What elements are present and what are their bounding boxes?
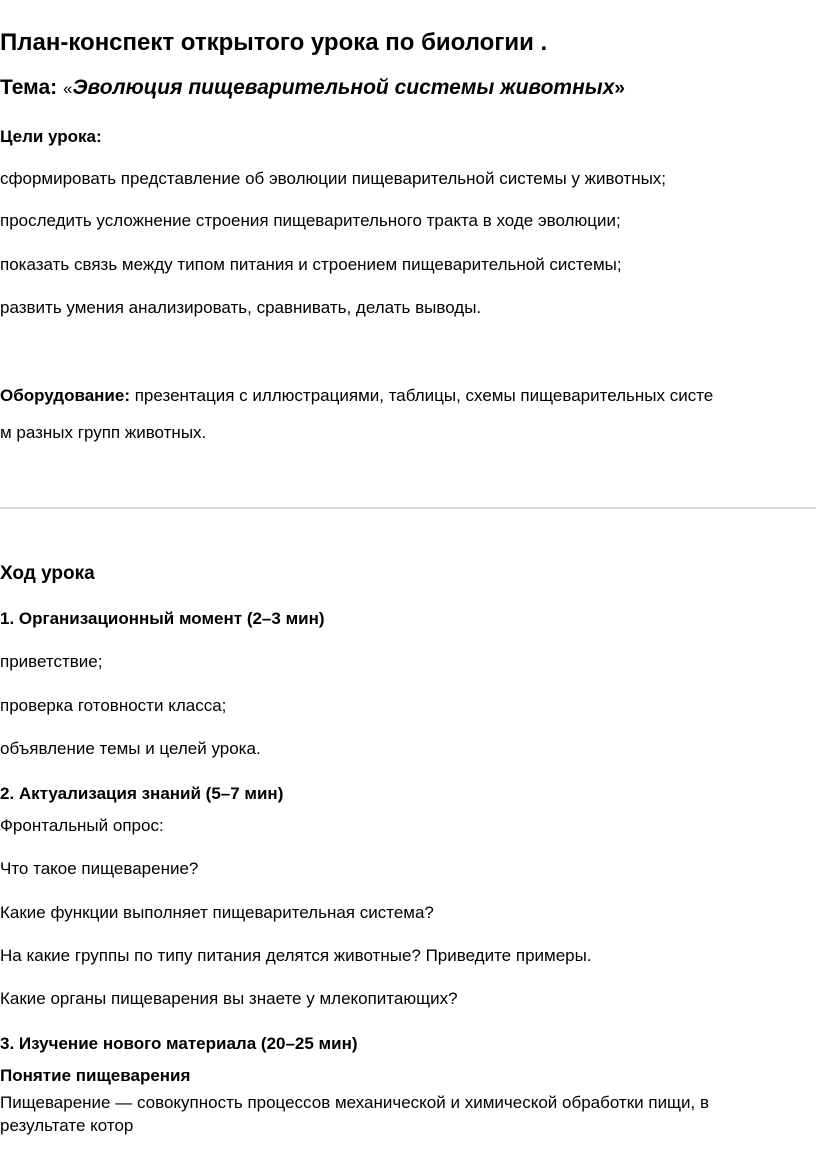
topic-label: Тема: bbox=[0, 76, 58, 99]
topic-line bbox=[0, 76, 625, 100]
section-divider bbox=[0, 507, 816, 509]
topic-text: Эволюция пищеварительной системы животных bbox=[72, 76, 615, 99]
equipment-line-1 bbox=[0, 386, 713, 406]
list-item: приветствие; bbox=[0, 652, 103, 671]
section-title: 1. Организационный момент (2–3 мин) bbox=[0, 609, 325, 628]
goal-item: показать связь между типом питания и строением пищеварительной системы; bbox=[0, 255, 622, 274]
list-item: Что такое пищеварение? bbox=[0, 859, 199, 878]
list-item: На какие группы по типу питания делятся животные? Приведите примеры. bbox=[0, 946, 592, 965]
goal-item: проследить усложнение строения пищеварительного тракта в ходе эволюции; bbox=[0, 211, 621, 230]
paragraph-line: Пищеварение — совокупность процессов механической и химической обработки пищи, в bbox=[0, 1093, 710, 1112]
equipment-label: Оборудование: bbox=[0, 386, 130, 405]
list-item: проверка готовности класса; bbox=[0, 696, 227, 715]
topic-close-quote: » bbox=[614, 78, 625, 99]
list-item: объявление темы и целей урока. bbox=[0, 739, 261, 758]
equipment-text: презентация с иллюстрациями, таблицы, схемы пищеварительных систе bbox=[130, 386, 714, 405]
equipment-line-2: м разных групп животных. bbox=[0, 423, 207, 442]
paragraph-line: результате котор bbox=[0, 1116, 134, 1135]
goal-item: сформировать представление об эволюции пищеварительной системы у животных; bbox=[0, 169, 667, 188]
document-title: План-конспект открытого урока по биологии . bbox=[0, 29, 548, 56]
list-item: Какие органы пищеварения вы знаете у млекопитающих? bbox=[0, 989, 458, 1008]
list-item: Какие функции выполняет пищеварительная система? bbox=[0, 903, 434, 922]
course-heading: Ход урока bbox=[0, 563, 95, 584]
section-intro: Фронтальный опрос: bbox=[0, 816, 164, 835]
goal-item: развить умения анализировать, сравнивать, делать выводы. bbox=[0, 298, 482, 317]
section-title: 3. Изучение нового материала (20–25 мин) bbox=[0, 1034, 358, 1053]
goals-heading: Цели урока: bbox=[0, 127, 102, 146]
section-title: 2. Актуализация знаний (5–7 мин) bbox=[0, 784, 284, 803]
topic-open-quote: « bbox=[62, 79, 73, 98]
subsection-title: Понятие пищеварения bbox=[0, 1066, 191, 1085]
